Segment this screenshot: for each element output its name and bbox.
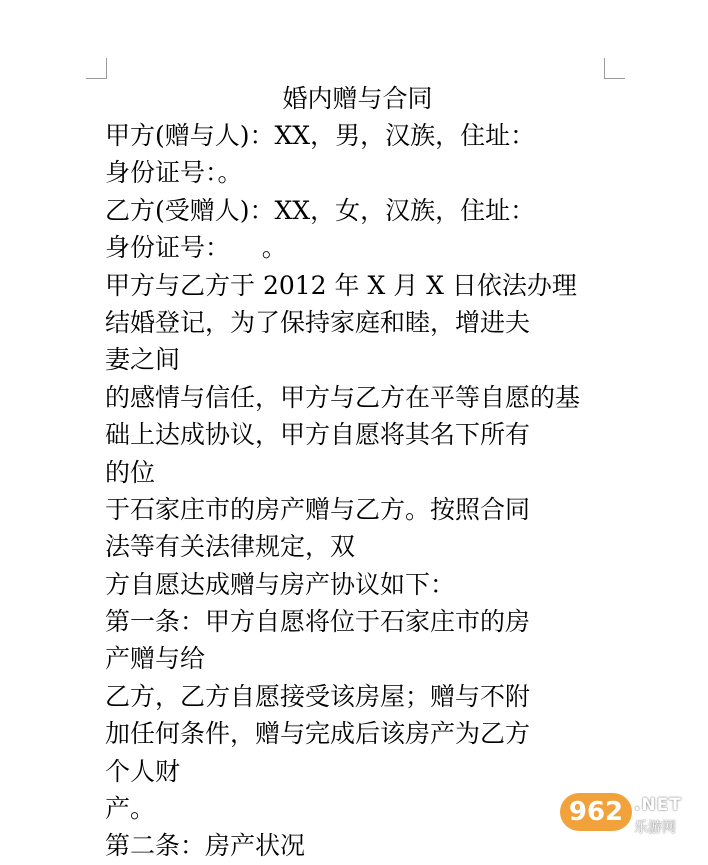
- watermark-site-name: 乐游网: [634, 820, 676, 836]
- document-line: 的感情与信任，甲方与乙方在平等自愿的基: [105, 382, 581, 412]
- document-line: 身份证号：。: [105, 158, 243, 188]
- document-title: 婚内赠与合同: [282, 84, 433, 113]
- document-line: 甲方与乙方于 2012 年 X 月 X 日依法办理: [105, 270, 577, 300]
- document-line: 乙方，乙方自愿接受该房屋；赠与不附: [105, 681, 531, 711]
- document-line: 妻之间: [105, 345, 181, 375]
- document-line: 于石家庄市的房产赠与乙方。按照合同: [105, 494, 531, 524]
- margin-corner-mark-right: [604, 58, 625, 79]
- document-line: 甲方(赠与人)：XX，男，汉族，住址：: [105, 121, 536, 150]
- document-line: 方自愿达成赠与房产协议如下：: [105, 569, 456, 599]
- document-line: 础上达成协议，甲方自愿将其名下所有: [105, 420, 531, 450]
- document-line: 个人财: [105, 756, 181, 786]
- document-line: 产赠与给: [105, 644, 206, 674]
- watermark-badge: 962: [560, 793, 632, 831]
- document-line: 加任何条件，赠与完成后该房产为乙方: [105, 719, 531, 749]
- document-line: 的位: [105, 457, 156, 487]
- document-line: 结婚登记，为了保持家庭和睦，增进夫: [105, 307, 531, 337]
- document-body: [105, 80, 610, 865]
- document-line: 第二条：房产状况: [105, 831, 306, 861]
- document-line: 身份证号： 。: [105, 233, 287, 263]
- document-line: 第一条：甲方自愿将位于石家庄市的房: [105, 607, 531, 637]
- site-watermark-logo: [560, 793, 702, 845]
- document-line: 法等有关法律规定，双: [105, 532, 356, 562]
- document-line: 产。: [105, 794, 156, 824]
- watermark-domain: .NET: [634, 795, 682, 815]
- document-line: 乙方(受赠人)：XX，女，汉族，住址：: [105, 195, 536, 225]
- margin-corner-mark-left: [86, 58, 107, 79]
